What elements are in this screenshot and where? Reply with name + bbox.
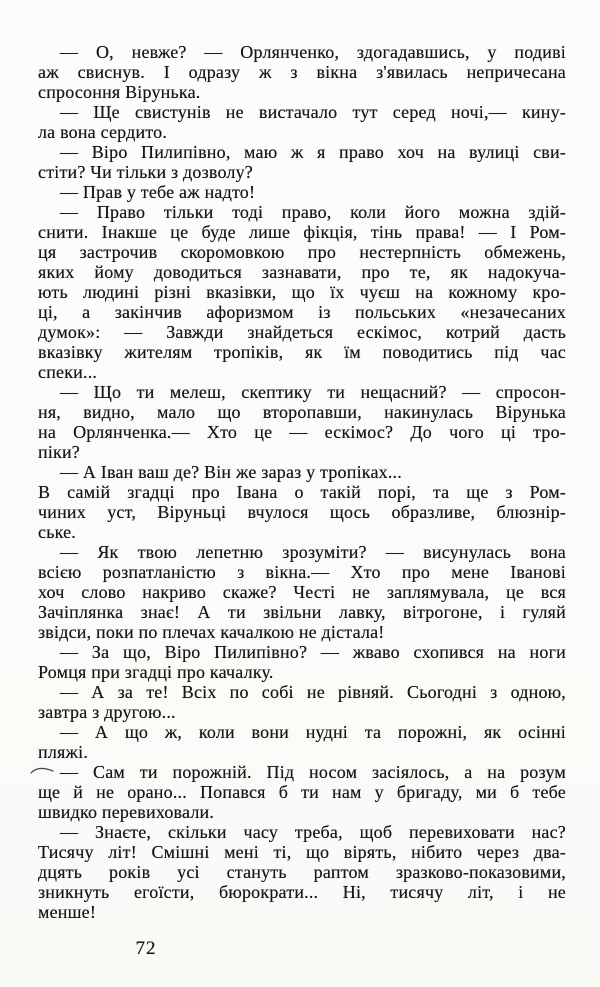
text-line: всією розпатланістю з вікна.— Хто про мене Іванові bbox=[38, 562, 566, 582]
text-line: Тисячу літ! Смішні мені ті, що вірять, нібито через два- bbox=[38, 842, 566, 862]
text-line: — Прав у тебе аж надто! bbox=[60, 182, 256, 202]
text-line: — А за те! Всіх по собі не рівняй. Сьогодні з одною, bbox=[60, 682, 566, 702]
text-line: — Як твою лепетню зрозуміти? — висунулась вона bbox=[60, 542, 566, 562]
page-number: 72 bbox=[135, 938, 157, 959]
text-line: В самій згадці про Івана о такій порі, та ще з Ром- bbox=[38, 482, 566, 502]
text-line: — Сам ти порожній. Під носом засіялось, а на розум bbox=[60, 762, 566, 782]
text-line: — Віро Пилипівно, маю ж я право хоч на вулиці сви- bbox=[60, 142, 566, 162]
text-line: вказівку жителям тропіків, як їм поводитись під час bbox=[38, 342, 566, 362]
text-line: ня, видно, мало що второпавши, накинулась Вірунька bbox=[38, 402, 566, 422]
text-line: — А Іван ваш де? Він же зараз у тропіках... bbox=[60, 462, 402, 482]
text-line: спеки... bbox=[38, 362, 98, 382]
text-line: снити. Інакше це буде лише фікція, тінь права! — І Ром- bbox=[38, 222, 566, 242]
pen-mark-icon bbox=[29, 764, 55, 776]
text-line: аж свиснув. І одразу ж з вікна з'явилась непричесана bbox=[38, 62, 566, 82]
text-line: — Право тільки тоді право, коли його можна здій- bbox=[60, 202, 566, 222]
text-line: пляжі. bbox=[38, 742, 89, 762]
text-line: звідси, поки по плечах качалкою не дістала! bbox=[38, 622, 385, 642]
text-line: — Знаєте, скільки часу треба, щоб перевиховати нас? bbox=[60, 822, 566, 842]
text-line: стіти? Чи тільки з дозволу? bbox=[38, 162, 254, 182]
text-line: Ромця при згадці про качалку. bbox=[38, 662, 274, 682]
text-line: ще й не орано... Попався б ти нам у бригаду, ми б тебе bbox=[38, 782, 566, 802]
text-line: швидко перевиховали. bbox=[38, 802, 215, 822]
text-line: чиних уст, Віруньці вчулося щось образливе, блюзнір- bbox=[38, 502, 566, 522]
text-line: — А що ж, коли вони нудні та порожні, як осінні bbox=[60, 722, 566, 742]
text-line: менше! bbox=[38, 902, 97, 922]
text-line: ці, а закінчив афоризмом із польських «незачесаних bbox=[38, 302, 566, 322]
text-line: — За що, Віро Пилипівно? — жваво схопився на ноги bbox=[60, 642, 566, 662]
text-line: думок»: — Завжди знайдеться ескімос, котрий дасть bbox=[38, 322, 566, 342]
text-line: ця застрочив скоромовкою про нестерпність обмежень, bbox=[38, 242, 566, 262]
text-line: зникнуть егоїсти, бюрократи... Ні, тисячу літ, і не bbox=[38, 882, 566, 902]
text-line: — Що ти мелеш, скептику ти нещасний? — спросон- bbox=[60, 382, 566, 402]
text-block bbox=[38, 42, 566, 922]
text-line: ють людині різні вказівки, що їх чуєш на кожному кро- bbox=[38, 282, 566, 302]
text-line: яких йому доводиться зазнавати, про те, як надокуча- bbox=[38, 262, 566, 282]
text-line: на Орлянченка.— Хто це — ескімос? До чого ці тро- bbox=[38, 422, 566, 442]
text-line: дцять років усі стануть раптом зразково-показовими, bbox=[38, 862, 566, 882]
text-line: завтра з другою... bbox=[38, 702, 176, 722]
text-line: хоч слово накриво скаже? Честі не заплямувала, це вся bbox=[38, 582, 566, 602]
text-line: ла вона сердито. bbox=[38, 122, 168, 142]
text-line: — Ще свистунів не вистачало тут серед ночі,— кину- bbox=[60, 102, 566, 122]
text-line: ське. bbox=[38, 522, 76, 542]
text-line: спросоння Вірунька. bbox=[38, 82, 201, 102]
text-line: піки? bbox=[38, 442, 81, 462]
text-line: — О, невже? — Орлянченко, здогадавшись, у подиві bbox=[60, 42, 566, 62]
text-line: Зачіплянка знає! А ти звільни лавку, вітрогоне, і гуляй bbox=[38, 602, 566, 622]
